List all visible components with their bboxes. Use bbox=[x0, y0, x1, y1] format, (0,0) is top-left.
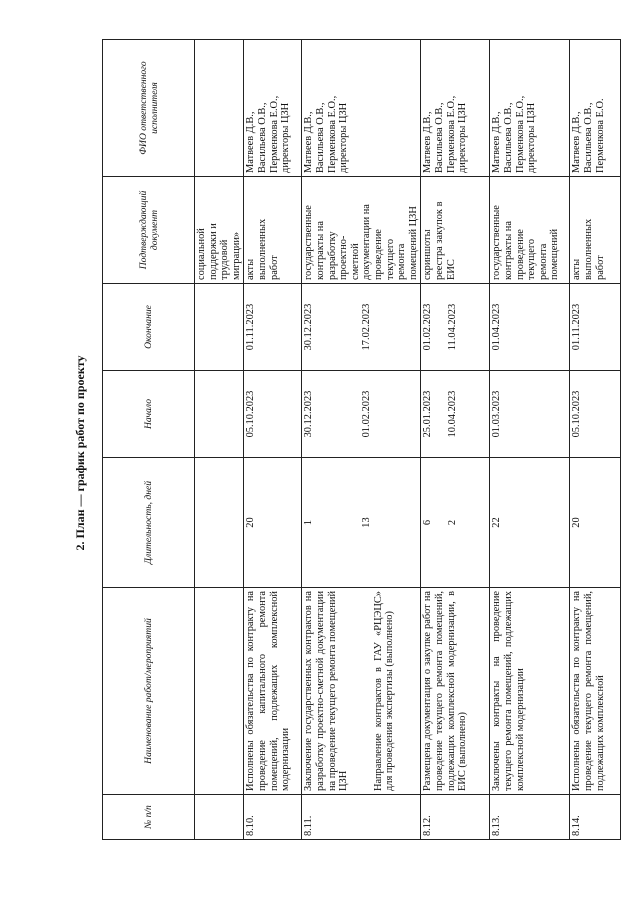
cell-duration-1: 6 bbox=[422, 519, 434, 526]
cell-name: Заключены контракты на проведение текущего ремонта помещений, подлежащих комплексной модернизации bbox=[490, 588, 570, 795]
header-name: Наименование работ/мероприятий bbox=[103, 588, 195, 795]
cell-end-2: 11.04.2023 bbox=[446, 303, 458, 351]
cell-num: 8.13. bbox=[490, 795, 570, 840]
cell-person: Матвеев Д.В., Васильева О.В., Перменкова Е.О., директоры ЦЗН bbox=[421, 40, 490, 177]
cell-name bbox=[302, 588, 421, 795]
cell-doc: социальной поддержки и трудовой миграции» bbox=[195, 177, 244, 284]
cell-duration-1: 1 bbox=[303, 519, 315, 526]
cell-end bbox=[421, 284, 490, 371]
cell-doc: государственные контракты на проведение текущего ремонта помещений bbox=[490, 177, 570, 284]
cell-name-part1: Заключение государственных контрактов на разработку проектно-сметной документации на проведение текущего ремонта помещений ЦЗН bbox=[303, 591, 350, 791]
cell-duration: 20 bbox=[244, 458, 302, 588]
cell-start: 05.10.2023 bbox=[244, 371, 302, 458]
header-start: Начало bbox=[103, 371, 195, 458]
cell-start-2: 10.04.2023 bbox=[446, 390, 458, 438]
cell-start: 05.10.2023 bbox=[570, 371, 621, 458]
cell-name: Размещена документация о закупке работ на проведение текущего ремонта помещений, подлежащих комплексной модернизации, в ЕИС (выполнено) bbox=[421, 588, 490, 795]
cell-person bbox=[195, 40, 244, 177]
cell-name bbox=[195, 588, 244, 795]
cell-doc: государственные контракты на разработку проектно- сметной документации на проведение текущего ремонта помещений ЦЗН bbox=[302, 177, 421, 284]
table-row bbox=[490, 40, 570, 840]
header-doc: Подтверждающий документ bbox=[103, 177, 195, 284]
work-plan-table bbox=[102, 39, 621, 840]
header-person: ФИО ответственного исполнителя bbox=[103, 40, 195, 177]
cell-end: 01.04.2023 bbox=[490, 284, 570, 371]
cell-doc: акты выполненных работ bbox=[244, 177, 302, 284]
table-row bbox=[244, 40, 302, 840]
cell-duration: 22 bbox=[490, 458, 570, 588]
cell-num: 8.14. bbox=[570, 795, 621, 840]
cell-name: Исполнены обязательства по контракту на проведение капитального ремонта помещений, подлежащих комплексной модернизации bbox=[244, 588, 302, 795]
table-row bbox=[421, 40, 490, 840]
table-row bbox=[302, 40, 421, 840]
cell-doc: акты выполненных работ bbox=[570, 177, 621, 284]
table-row bbox=[195, 40, 244, 840]
cell-doc: скриншоты реестра закупок в ЕИС bbox=[421, 177, 490, 284]
section-heading: 2. План — график работ по проекту bbox=[73, 355, 87, 551]
cell-end bbox=[302, 284, 421, 371]
cell-name: Исполнены обязательства по контракту на проведение текущего ремонта помещений, подлежащих комплексной bbox=[570, 588, 621, 795]
cell-name-part2: Направление контрактов в ГАУ «РЦЭЦС» для проведения экспертизы (выполнено) bbox=[372, 591, 396, 791]
cell-duration-2: 2 bbox=[446, 519, 458, 526]
cell-start bbox=[302, 371, 421, 458]
cell-start: 01.03.2023 bbox=[490, 371, 570, 458]
cell-start bbox=[195, 371, 244, 458]
cell-duration-2: 13 bbox=[360, 517, 372, 528]
cell-person: Матвеев Д.В., Васильева О.В., Перменкова Е.О., директоры ЦЗН bbox=[244, 40, 302, 177]
cell-end-2: 17.02.2023 bbox=[360, 303, 372, 351]
cell-end: 01.11.2023 bbox=[244, 284, 302, 371]
cell-duration: 20 bbox=[570, 458, 621, 588]
cell-start bbox=[421, 371, 490, 458]
cell-end bbox=[195, 284, 244, 371]
cell-num: 8.12. bbox=[421, 795, 490, 840]
cell-num bbox=[195, 795, 244, 840]
cell-person: Матвеев Д.В., Васильева О.В., Перменкова Е.О., директоры ЦЗН bbox=[302, 40, 421, 177]
cell-end-1: 30.12.2023 bbox=[303, 303, 315, 351]
cell-end: 01.11.2023 bbox=[570, 284, 621, 371]
cell-start-1: 25.01.2023 bbox=[422, 390, 434, 438]
cell-person: Матвеев Д.В., Васильева О.В., Перменкова Е.О., директоры ЦЗН bbox=[490, 40, 570, 177]
cell-duration bbox=[302, 458, 421, 588]
cell-person: Матвеев Д.В., Васильева О.В., Перменкова Е.О. bbox=[570, 40, 621, 177]
cell-start-2: 01.02.2023 bbox=[360, 390, 372, 438]
table-row bbox=[570, 40, 621, 840]
cell-start-1: 30.12.2023 bbox=[303, 390, 315, 438]
header-num: № п/п bbox=[103, 795, 195, 840]
cell-end-1: 01.02.2023 bbox=[422, 303, 434, 351]
header-duration: Длительность, дней bbox=[103, 458, 195, 588]
cell-num: 8.11. bbox=[302, 795, 421, 840]
cell-num: 8.10. bbox=[244, 795, 302, 840]
cell-duration bbox=[421, 458, 490, 588]
header-end: Окончание bbox=[103, 284, 195, 371]
header-row bbox=[103, 40, 195, 840]
cell-duration bbox=[195, 458, 244, 588]
